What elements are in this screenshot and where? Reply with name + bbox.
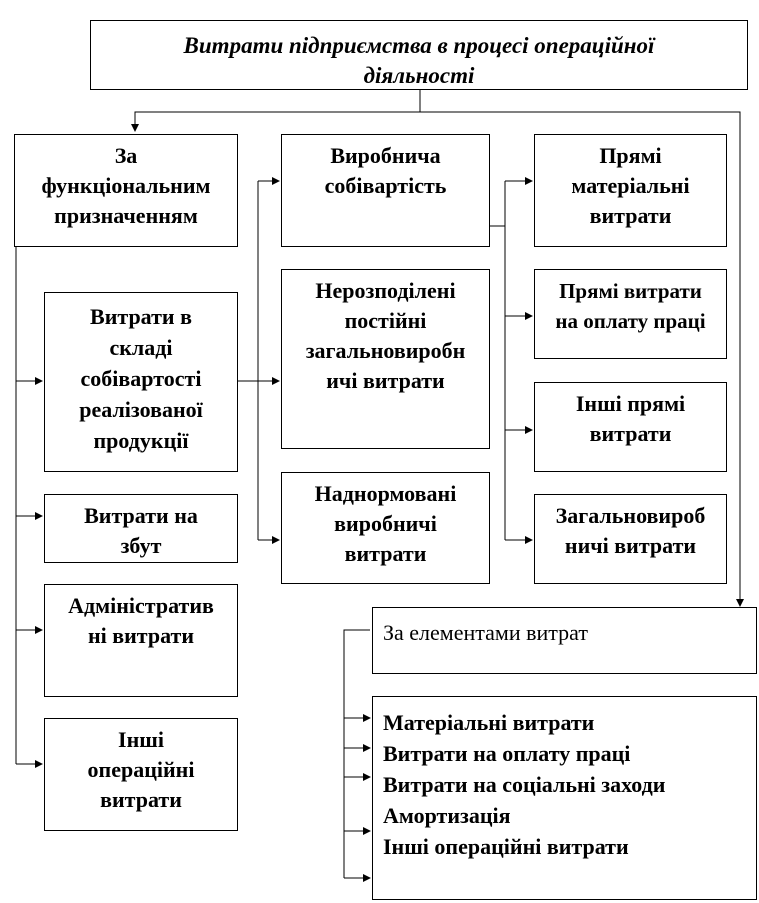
fixed-overhead-line-3: загальновиробн	[305, 338, 466, 363]
abnormal-costs-line-3: витрати	[344, 541, 427, 566]
other-operating-line-3: витрати	[100, 787, 182, 812]
element-item-labor: Витрати на оплату праці	[383, 741, 631, 766]
connector-cost-of-sales-spine	[237, 181, 258, 540]
functional-header-line-3: призначенням	[54, 203, 198, 228]
elements-header-label: За елементами витрат	[383, 620, 588, 645]
admin-expenses-line-2: ні витрати	[87, 623, 195, 648]
direct-materials-line-1: Прямі	[599, 143, 662, 168]
production-overhead-line-1: Загальновироб	[555, 503, 706, 528]
direct-materials-box	[534, 134, 727, 247]
cost-of-sales-line-2: складі	[109, 335, 173, 360]
production-cost-line-2: собівартість	[324, 173, 447, 198]
functional-header-box	[14, 134, 238, 247]
functional-header-line-2: функціональним	[41, 173, 211, 198]
production-cost-line-1: Виробнича	[330, 143, 441, 168]
direct-materials-line-2: матеріальні	[571, 173, 690, 198]
other-operating-expenses-box	[44, 718, 238, 831]
element-item-social: Витрати на соціальні заходи	[383, 772, 666, 797]
admin-expenses-box	[44, 584, 238, 697]
direct-labor-line-2: на оплату праці	[555, 309, 706, 333]
cost-of-sales-line-5: продукції	[93, 428, 189, 453]
other-direct-line-2: витрати	[589, 421, 672, 446]
cost-of-sales-line-3: собівартості	[80, 366, 202, 391]
elements-list-box	[372, 696, 757, 900]
connector-elements-spine	[344, 630, 370, 878]
other-direct-line-1: Інші прямі	[575, 391, 686, 416]
selling-expenses-line-1: Витрати на	[84, 503, 198, 528]
direct-labor-line-1: Прямі витрати	[559, 279, 702, 303]
connector-title-to-functional	[135, 88, 420, 131]
cost-of-sales-line-4: реалізованої	[79, 397, 203, 422]
elements-header-box	[372, 607, 757, 674]
element-item-other: Інші операційні витрати	[383, 834, 629, 859]
diagram-title-line-1: Витрати підприємства в процесі операційної	[183, 33, 655, 58]
direct-labor-box	[534, 269, 727, 359]
fixed-overhead-box	[281, 269, 490, 449]
abnormal-costs-line-2: виробничі	[334, 511, 437, 536]
diagram-title-line-2: діяльності	[363, 63, 475, 88]
element-item-depreciation: Амортизація	[383, 803, 511, 828]
production-overhead-line-2: ничі витрати	[564, 533, 697, 558]
abnormal-costs-line-1: Наднормовані	[314, 481, 457, 506]
direct-materials-line-3: витрати	[589, 203, 672, 228]
fixed-overhead-line-1: Нерозподілені	[315, 278, 456, 303]
cost-of-sales-box	[44, 292, 238, 472]
functional-header-line-1: За	[114, 143, 138, 168]
element-item-materials: Матеріальні витрати	[383, 710, 595, 735]
fixed-overhead-line-4: ичі витрати	[326, 368, 445, 393]
selling-expenses-line-2: збут	[120, 533, 162, 558]
production-overhead-box	[534, 494, 727, 584]
connector-production-cost-spine	[489, 181, 505, 540]
other-operating-line-1: Інші	[118, 727, 164, 752]
fixed-overhead-line-2: постійні	[344, 308, 427, 333]
other-operating-line-2: операційні	[87, 757, 195, 782]
diagram-title-box	[90, 20, 748, 90]
admin-expenses-line-1: Адміністратив	[68, 593, 214, 618]
selling-expenses-box	[44, 494, 238, 563]
production-cost-box	[281, 134, 490, 247]
other-direct-costs-box	[534, 382, 727, 472]
abnormal-production-costs-box	[281, 472, 490, 584]
cost-of-sales-line-1: Витрати в	[90, 304, 192, 329]
